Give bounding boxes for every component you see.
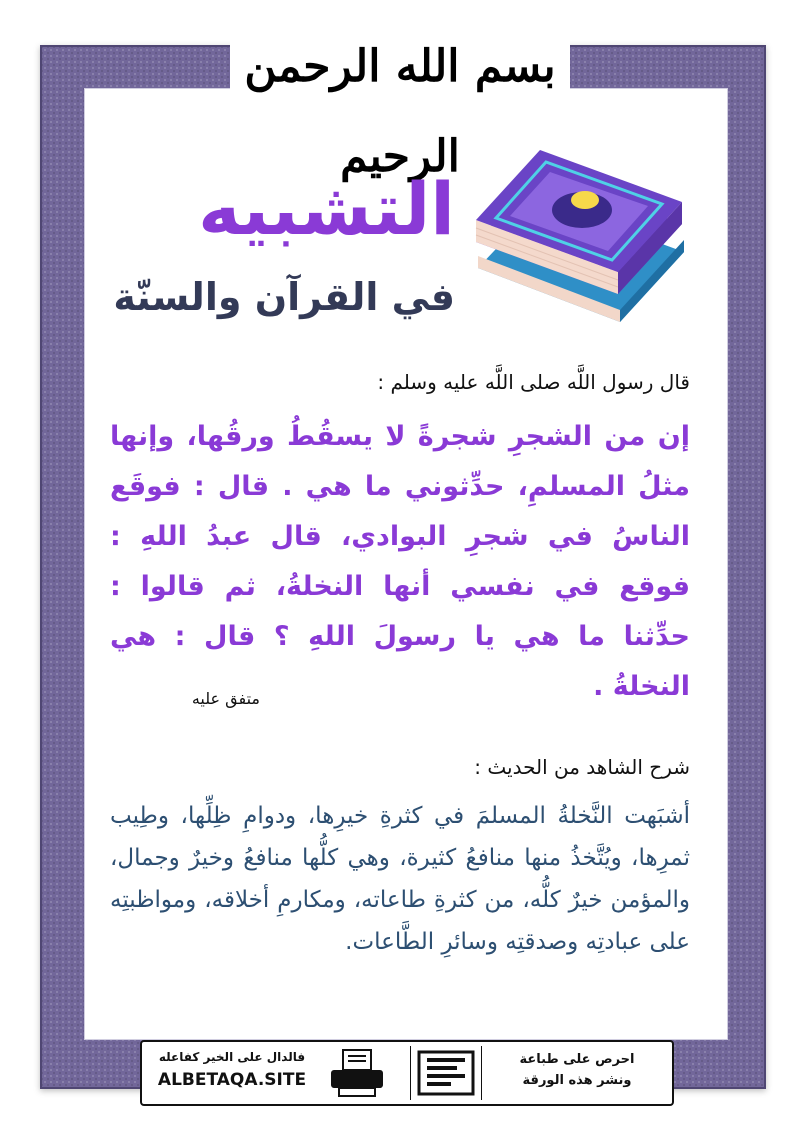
footer-bar [140,1040,674,1106]
hadith-text: إن من الشجرِ شجرةً لا يسقُطُ ورقُها، وإنها مثلُ المسلمِ، حدِّثوني ما هي . قال : فوقَع الناسُ في شجرِ البوادي، قال عبدُ اللهِ : فوقع في نفسي أنها النخلةُ، ثم قالوا : حدِّثنا ما هي يا رسولَ اللهِ ؟ قال : هي النخلةُ . [110,421,690,702]
explanation-heading: شرح الشاهد من الحديث : [474,755,690,779]
dawa-logo-icon [410,1046,482,1100]
page-subtitle: في القرآن والسنّة [113,275,455,319]
print-line-1: احرص على طباعة [519,1052,635,1067]
print-line-2: ونشر هذه الورقة [522,1073,632,1088]
website-link[interactable]: ALBETAQA.SITE [157,1070,307,1090]
book-illustration [470,140,688,330]
printer-icon [327,1046,387,1100]
page-title: التشبيه [198,167,455,251]
explanation-text: أشبَهت النَّخلةُ المسلمَ في كثرةِ خيرِها، ودوامِ ظِلِّها، وطِيب ثمرِها، ويُتَّخذُ منها منافعُ كثيرة، وهي كلُّها منافعُ وخيرٌ وجمال، والمؤمن خيرٌ كلُّه، من كثرةِ طاعاته، ومكارمِ أخلاقه، ومواظبتِه على عبادتِه وصدقتِه وسائرِ الطَّاعات. [110,803,690,955]
hadith-intro: قال رسول اللَّه صلى اللَّه عليه وسلم : [377,370,690,394]
footer-slogan: فالدال على الخير كفاعله [158,1050,306,1064]
print-call-to-action [482,1042,672,1104]
hadith-source: متفق عليه [191,689,260,708]
website-block [142,1042,322,1104]
basmala-calligraphy: بسم الله الرحمن الرحيم [230,22,570,112]
